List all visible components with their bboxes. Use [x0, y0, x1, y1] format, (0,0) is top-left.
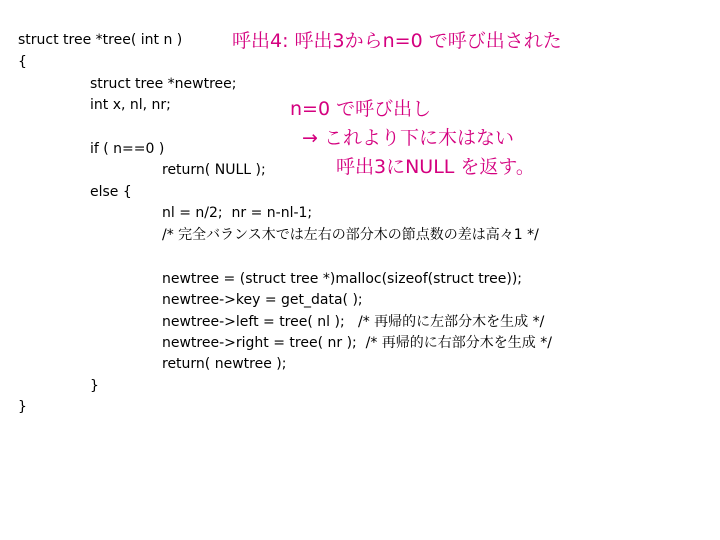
code-line-right-subtree: newtree->right = tree( nr ); /* 再帰的に右部分木を生成 */ — [162, 335, 552, 351]
code-line-close-function: } — [18, 399, 27, 415]
code-line-return-null: return( NULL ); — [162, 162, 266, 178]
code-line-return-newtree: return( newtree ); — [162, 356, 287, 372]
call4-annotation: 呼出4: 呼出3からn=0 で呼び出された — [232, 30, 562, 52]
note-annotation-line2: → これより下に木はない — [302, 127, 514, 149]
code-line-split-nodes: nl = n/2; nr = n-nl-1; — [162, 205, 313, 221]
code-line-function-signature: struct tree *tree( int n ) — [18, 32, 183, 48]
code-line-left-subtree: newtree->left = tree( nl ); /* 再帰的に左部分木を生成 */ — [162, 314, 545, 330]
code-line-else: else { — [90, 184, 132, 200]
code-line-open-brace: { — [18, 54, 27, 70]
note-annotation-line1: n=0 で呼び出し — [290, 98, 432, 120]
code-line-declare-vars: int x, nl, nr; — [90, 97, 171, 113]
code-line-close-else: } — [90, 378, 99, 394]
code-line-balance-comment: /* 完全バランス木では左右の部分木の節点数の差は高々1 */ — [162, 227, 539, 243]
code-line-get-data: newtree->key = get_data( ); — [162, 292, 363, 308]
code-line-if-condition: if ( n==0 ) — [90, 141, 165, 157]
code-line-declare-newtree: struct tree *newtree; — [90, 76, 237, 92]
note-annotation-line3: 呼出3にNULL を返す。 — [336, 156, 535, 178]
code-line-malloc: newtree = (struct tree *)malloc(sizeof(struct tree)); — [162, 271, 522, 287]
